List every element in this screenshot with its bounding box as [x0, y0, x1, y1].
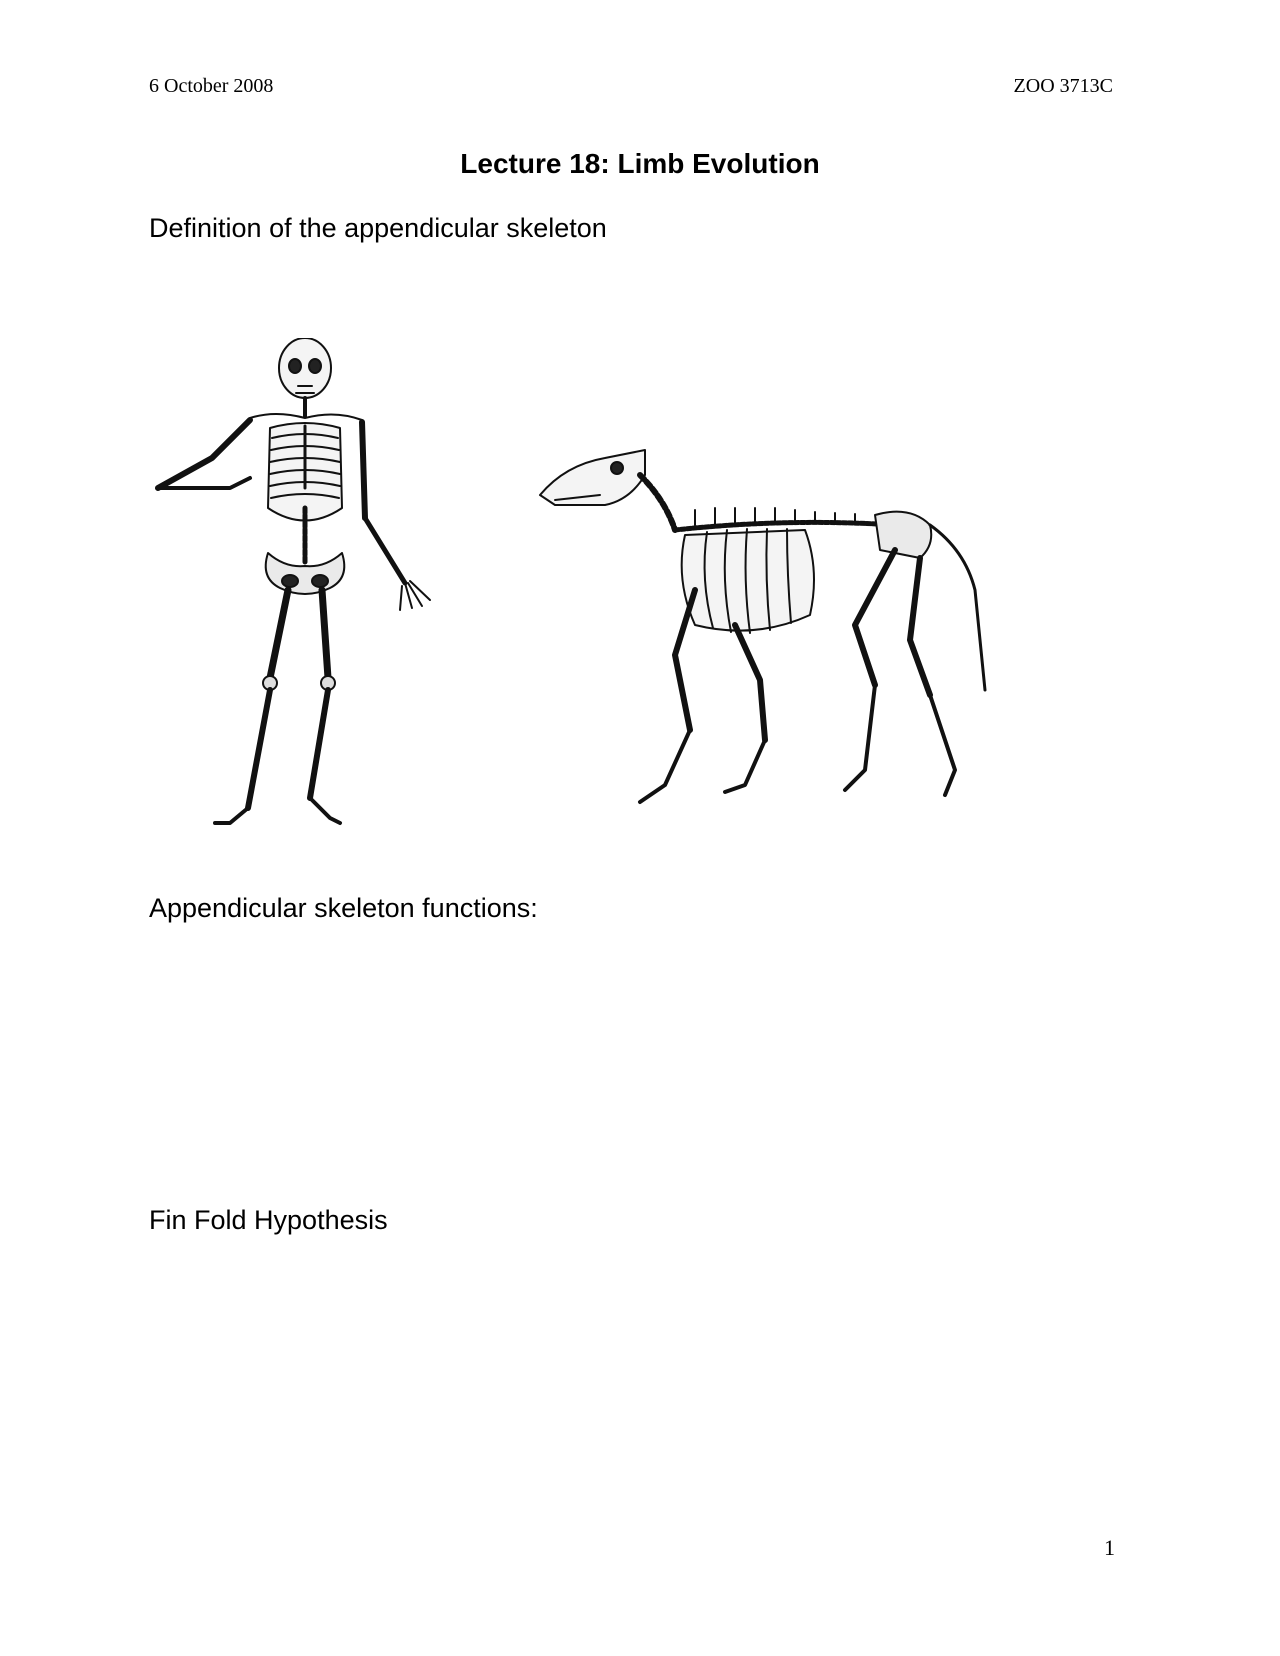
dog-skeleton-illustration	[535, 440, 1055, 850]
header-course-code: ZOO 3713C	[1013, 75, 1113, 97]
header-date: 6 October 2008	[149, 75, 274, 97]
section-heading-functions: Appendicular skeleton functions:	[149, 893, 538, 923]
page-number: 1	[1104, 1535, 1115, 1560]
page-title: Lecture 18: Limb Evolution	[460, 148, 820, 179]
section-heading-fin-fold: Fin Fold Hypothesis	[149, 1205, 388, 1235]
section-heading-definition: Definition of the appendicular skeleton	[149, 213, 607, 243]
human-skeleton-illustration	[150, 338, 470, 868]
